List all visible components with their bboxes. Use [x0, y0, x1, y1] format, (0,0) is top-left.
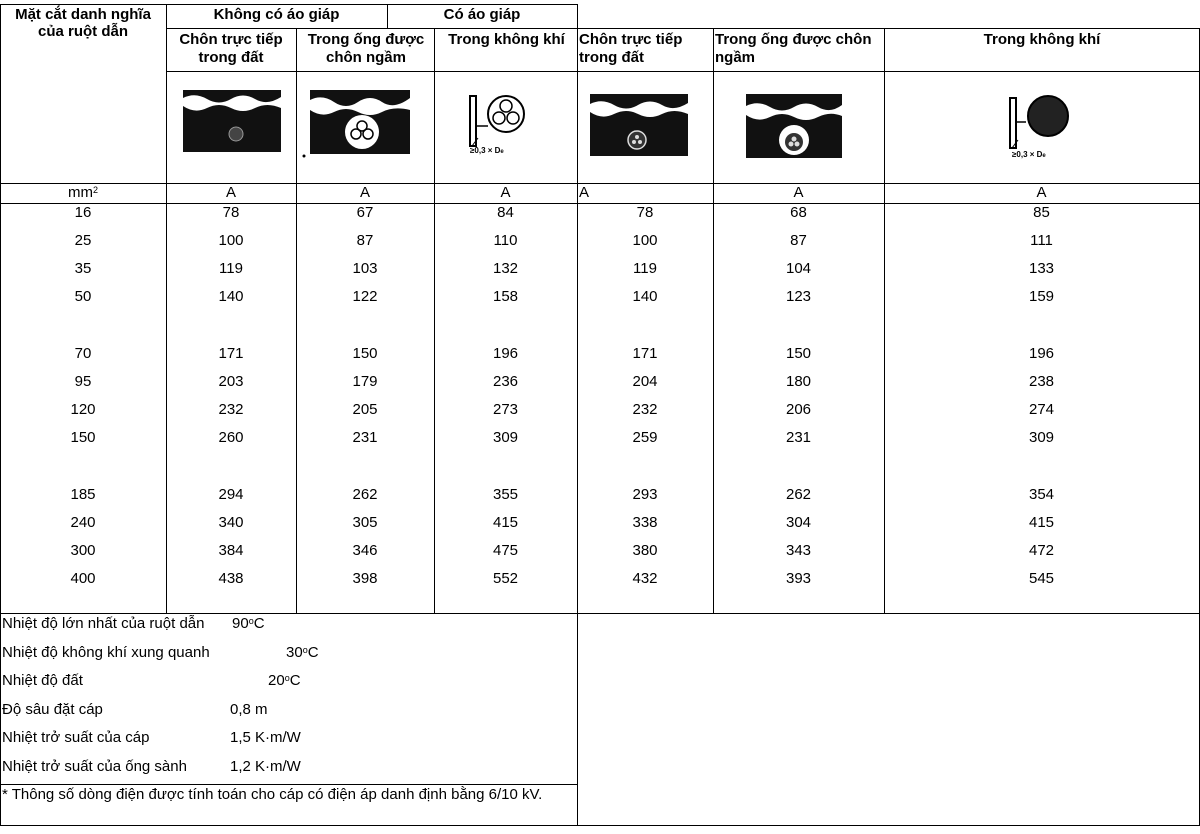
ampacity-cell: 133	[1028, 260, 1055, 277]
ampacity-cell: 110	[493, 232, 518, 249]
note-value: 0,8 m	[230, 700, 268, 718]
ampacity-cell: 100	[632, 232, 658, 249]
ampacity-cell: 132	[492, 260, 519, 277]
cross-section-cell: 16	[74, 204, 92, 221]
ampacity-cell: 552	[492, 570, 519, 587]
note-label: Nhiệt trở suất của cáp	[2, 729, 150, 746]
ampacity-cell: 236	[492, 373, 519, 390]
note-value: 90$^o$C	[232, 615, 265, 632]
cross-section-cell: 150	[70, 429, 96, 446]
ampacity-cell: 304	[785, 514, 812, 531]
ampacity-cell: 103	[352, 260, 378, 277]
ampacity-cell: 205	[352, 401, 378, 418]
unit-a-4: A	[579, 184, 590, 201]
note-value: 1,2 K·m/W	[230, 757, 301, 775]
ampacity-cell: 180	[785, 373, 812, 390]
ampacity-cell: 78	[222, 204, 240, 221]
ampacity-cell: 100	[218, 232, 244, 249]
ampacity-cell: 171	[632, 345, 658, 362]
ampacity-cell: 87	[356, 232, 374, 249]
note-value: 30$^o$C	[286, 643, 319, 661]
ampacity-cell: 204	[632, 373, 658, 390]
ampacity-cell: 346	[352, 542, 378, 559]
note-value: 1,5 K·m/W	[230, 729, 301, 746]
duct-unarmored-illustration	[302, 90, 410, 158]
ampacity-cell: 231	[785, 429, 812, 446]
cross-section-cell: 400	[70, 570, 96, 587]
ampacity-cell: 150	[352, 345, 378, 362]
ampacity-cell: 238	[1028, 373, 1055, 390]
ampacity-cell: 232	[632, 401, 658, 418]
unit-a-2: A	[359, 184, 370, 201]
section-column-header: Mặt cắt danh nghĩa của ruột dẫn	[15, 6, 151, 40]
ampacity-cell: 309	[492, 429, 519, 446]
ampacity-cell: 438	[218, 570, 244, 587]
cross-section-cell: 50	[74, 288, 92, 305]
subheader-air-1: Trong không khí	[448, 31, 565, 48]
ampacity-cell: 398	[352, 570, 378, 587]
ampacity-cell: 158	[492, 288, 519, 305]
ampacity-cell: 472	[1028, 542, 1055, 559]
ampacity-cell: 338	[632, 514, 658, 531]
ampacity-cell: 104	[785, 260, 812, 277]
ampacity-cell: 475	[492, 542, 519, 559]
cross-section-cell: 185	[70, 486, 96, 503]
subheader-direct-2: Chôn trực tiếp trong đất	[579, 31, 683, 66]
cross-section-cell: 35	[74, 260, 92, 277]
ampacity-cell: 354	[1028, 486, 1055, 503]
ampacity-cell: 305	[352, 514, 378, 531]
direct-burial-armored-illustration	[590, 94, 688, 156]
ampacity-cell: 355	[492, 486, 519, 503]
subheader-duct-2: Trong ống được chôn ngầm	[715, 31, 872, 66]
ampacity-cell: 274	[1028, 401, 1055, 418]
ampacity-cell: 343	[785, 542, 812, 559]
armored-header: Có áo giáp	[443, 6, 521, 23]
ampacity-cell: 119	[219, 260, 243, 277]
cross-section-cell: 300	[70, 542, 96, 559]
ampacity-cell: 415	[1028, 514, 1055, 531]
ampacity-cell: 68	[790, 204, 807, 221]
ampacity-cell: 196	[1028, 345, 1055, 362]
note-label: Nhiệt trở suất của ống sành	[2, 757, 187, 775]
ampacity-cell: 309	[1028, 429, 1055, 446]
ampacity-cell: 273	[492, 401, 519, 418]
ampacity-cell: 78	[636, 204, 654, 221]
cross-section-cell: 120	[70, 401, 96, 418]
ampacity-cell: 171	[218, 345, 244, 362]
ampacity-cell: 231	[352, 429, 378, 446]
cross-section-cell: 240	[70, 514, 96, 531]
ampacity-cell: 415	[492, 514, 519, 531]
ampacity-cell: 432	[632, 570, 658, 587]
cross-section-cell: 95	[74, 373, 92, 390]
cross-section-cell: 25	[74, 232, 92, 249]
note-label: Nhiệt độ không khí xung quanh	[2, 643, 210, 661]
ampacity-cell: 159	[1028, 288, 1055, 305]
ampacity-cell: 340	[218, 514, 244, 531]
ampacity-cell: 262	[785, 486, 812, 503]
note-value: 20$^o$C	[268, 672, 301, 689]
ampacity-cell: 293	[632, 486, 658, 503]
cross-section-cell: 70	[74, 345, 92, 362]
ampacity-cell: 111	[1030, 232, 1053, 249]
ampacity-cell: 259	[632, 429, 658, 446]
ampacity-cell: 545	[1028, 570, 1055, 587]
ampacity-cell: 84	[497, 204, 514, 221]
ampacity-cell: 196	[492, 345, 519, 362]
ampacity-cell: 262	[352, 486, 378, 503]
unit-a-6: A	[1036, 184, 1047, 201]
ampacity-cell: 140	[218, 288, 244, 305]
ampacity-cell: 384	[218, 542, 244, 559]
ampacity-cell: 232	[218, 401, 244, 418]
unit-a-1: A	[225, 184, 236, 201]
clearance-label-1: ≥0,3 × De	[470, 146, 504, 155]
ampacity-cell: 203	[218, 373, 244, 390]
ampacity-cell: 206	[785, 401, 812, 418]
ampacity-cell: 380	[632, 542, 658, 559]
ampacity-cell: 179	[352, 373, 378, 390]
unit-mm2: $mm^2$	[67, 184, 98, 201]
ampacity-cell: 85	[1033, 204, 1050, 221]
ampacity-cell: 260	[218, 429, 244, 446]
footnote: * Thông số dòng điện được tính toán cho cáp có điện áp danh định bằng 6/10 kV.	[2, 786, 543, 803]
subheader-direct-1: Chôn trực tiếp trong đất	[179, 31, 283, 66]
duct-armored-illustration	[746, 94, 842, 158]
ampacity-cell: 122	[352, 288, 378, 305]
ampacity-cell: 87	[790, 232, 807, 249]
ampacity-cell: 119	[633, 260, 657, 277]
note-label: Độ sâu đặt cáp	[2, 700, 103, 718]
ampacity-cell: 393	[785, 570, 812, 587]
ampacity-cell: 67	[356, 204, 374, 221]
ampacity-cell: 294	[218, 486, 244, 503]
unit-a-3: A	[500, 184, 511, 201]
subheader-air-2: Trong không khí	[983, 31, 1101, 48]
ampacity-cell: 123	[785, 288, 812, 305]
ampacity-cell: 140	[632, 288, 658, 305]
unit-a-5: A	[793, 184, 804, 201]
note-label: Nhiệt độ đất	[2, 672, 83, 689]
ampacity-cell: 150	[785, 345, 812, 362]
direct-burial-unarmored-illustration	[183, 90, 281, 152]
note-label: Nhiệt độ lớn nhất của ruột dẫn	[2, 615, 205, 632]
clearance-label-2: ≥0,3 × De	[1012, 150, 1046, 159]
unarmored-header: Không có áo giáp	[213, 6, 340, 23]
subheader-duct-1: Trong ống được chôn ngầm	[307, 31, 425, 66]
